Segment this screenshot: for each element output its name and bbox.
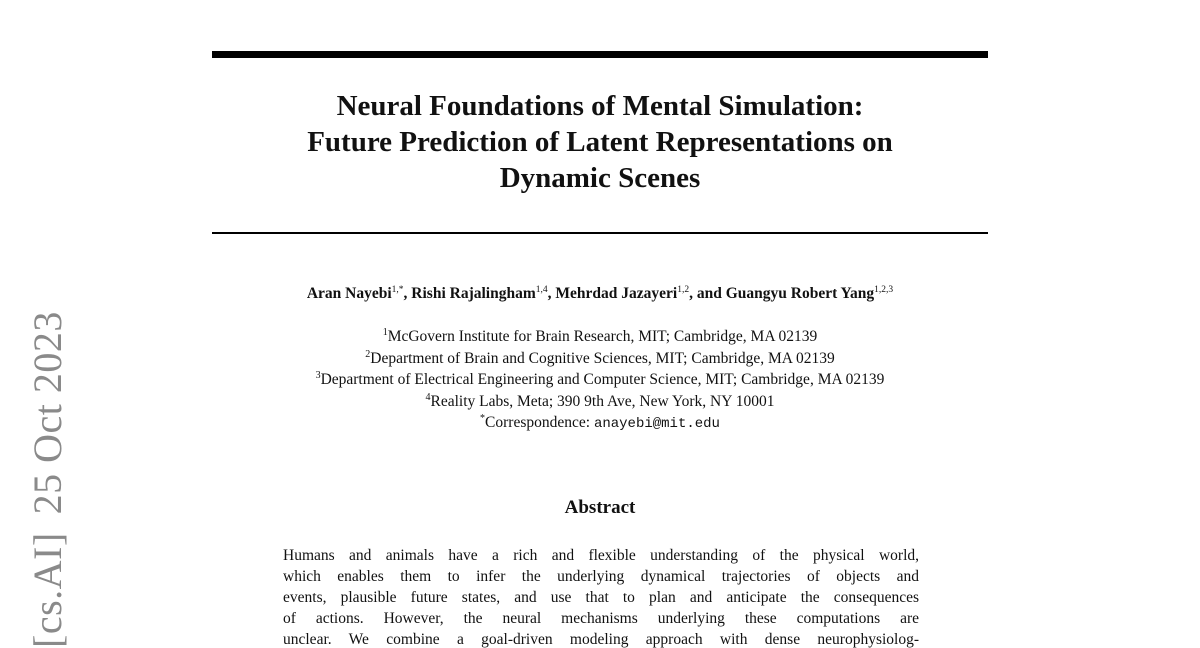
abstract-heading: Abstract: [564, 497, 636, 518]
affiliation-line: [150, 348, 1050, 370]
affiliation-marker: 4: [425, 391, 431, 403]
author-affil-marker: 1,2,3: [874, 285, 894, 295]
author-name: Mehrdad Jazayeri: [555, 285, 678, 302]
affiliations: [150, 326, 1050, 436]
abstract-line: of actions. However, the neural mechanisms underlying these computations are: [283, 610, 919, 627]
arxiv-category: [cs.AI]: [25, 532, 70, 648]
correspondence-marker: *: [480, 413, 486, 424]
affiliation-text: Department of Brain and Cognitive Sciences, MIT; Cambridge, MA 02139: [370, 349, 835, 367]
correspondence-email[interactable]: anayebi@mit.edu: [593, 416, 720, 432]
affiliation-line: [150, 391, 1050, 413]
affiliation-marker: 2: [365, 348, 371, 360]
author-separator: , and: [689, 285, 726, 302]
author-affil-marker: 1,4: [535, 285, 548, 295]
affiliation-text: Reality Labs, Meta; 390 9th Ave, New York, NY 10001: [430, 392, 775, 410]
arxiv-date: 25 Oct 2023: [25, 311, 70, 515]
arxiv-stamp: [26, 311, 70, 648]
affiliation-marker: 3: [315, 370, 321, 381]
author-separator: ,: [403, 285, 412, 302]
abstract-line: which enables them to infer the underlying dynamical trajectories of objects and: [283, 568, 919, 585]
author-name: Guangyu Robert Yang: [725, 285, 875, 302]
correspondence-label: Correspondence:: [485, 414, 594, 431]
title-line: Neural Foundations of Mental Simulation:: [336, 90, 864, 122]
abstract-line: Humans and animals have a rich and flexible understanding of the physical world,: [283, 547, 919, 564]
affiliation-text: McGovern Institute for Brain Research, MIT; Cambridge, MA 02139: [387, 328, 818, 345]
author-name: Rishi Rajalingham: [411, 285, 536, 302]
author-name: Aran Nayebi: [306, 285, 392, 302]
author-affil-marker: 1,*: [391, 285, 404, 295]
affiliation-marker: 1: [382, 327, 388, 338]
title-top-rule: [212, 51, 988, 58]
abstract-line: unclear. We combine a goal-driven modeling approach with dense neurophysiolog-: [283, 631, 919, 648]
affiliation-line: [150, 326, 1050, 348]
affiliation-line: [150, 369, 1050, 391]
abstract-body: [283, 545, 919, 648]
paper-title: [212, 88, 988, 196]
title-line: Future Prediction of Latent Representations on: [307, 126, 893, 158]
affiliation-text: Department of Electrical Engineering and Computer Science, MIT; Cambridge, MA 02139: [320, 371, 885, 388]
title-bottom-rule: [212, 232, 988, 234]
author-affil-marker: 1,2: [677, 285, 690, 295]
correspondence-line: [150, 412, 1050, 436]
author-separator: ,: [547, 285, 556, 302]
title-line: Dynamic Scenes: [499, 162, 701, 194]
abstract-line: events, plausible future states, and use that to plan and anticipate the consequences: [283, 589, 919, 606]
author-list: [150, 284, 1050, 304]
